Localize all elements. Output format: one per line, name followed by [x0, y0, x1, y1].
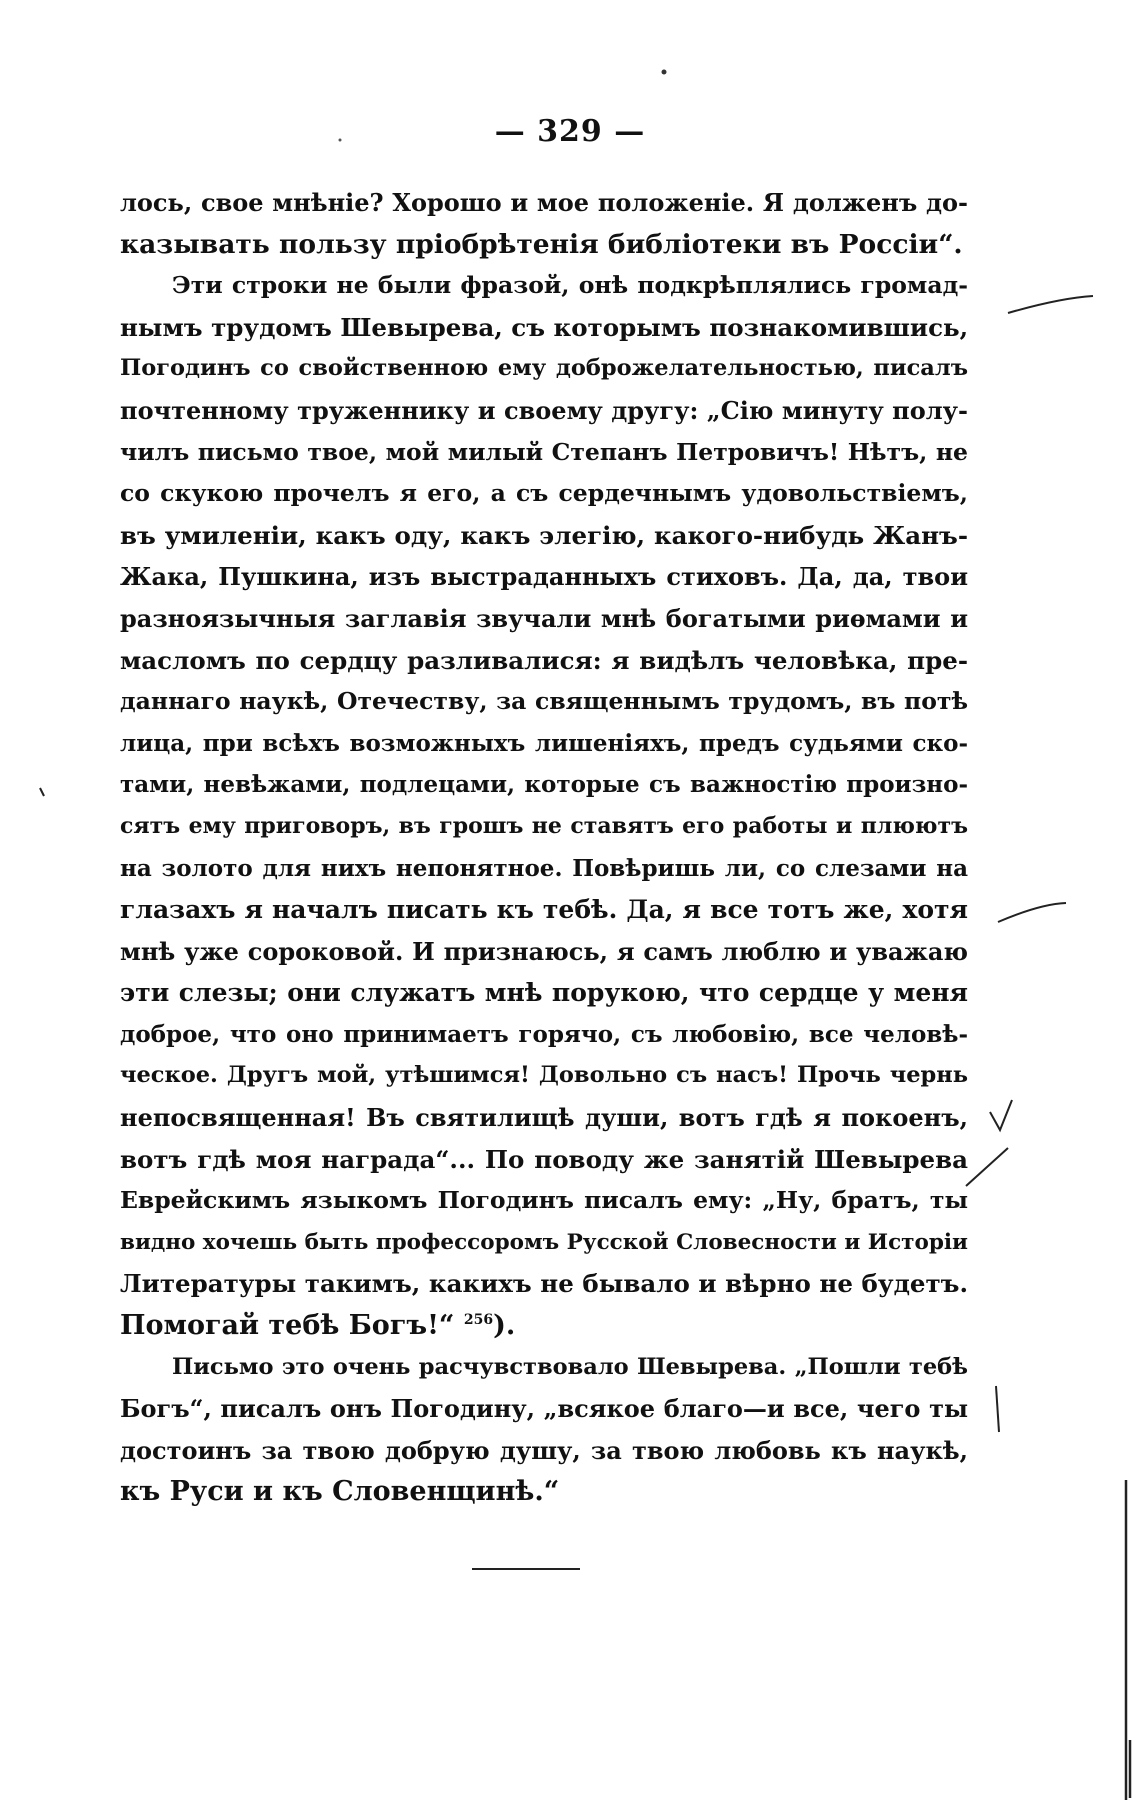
- margin-bar-mark: [996, 1386, 999, 1432]
- text-line: масломъ по сердцу разливалися: я видѣлъ человѣка, пре-: [120, 645, 968, 675]
- text-line: Письмо это очень расчувствовало Шевырева. „Пошли тебѣ: [172, 1353, 968, 1380]
- margin-tick-mark: [40, 788, 44, 796]
- text-line: почтенному труженнику и своему другу: „Сію минуту полу-: [120, 395, 968, 425]
- text-line: эти слезы; они служатъ мнѣ порукою, что сердце у меня: [120, 978, 968, 1008]
- text-line: казывать пользу пріобрѣтенія библіотеки въ Россіи“.: [120, 228, 963, 260]
- margin-line-mark: [1008, 296, 1093, 313]
- text-line: со скукою прочелъ я его, а съ сердечнымъ удовольствіемъ,: [120, 479, 968, 508]
- text-line: Помогай тебѣ Богъ!“: [120, 1310, 455, 1342]
- text-line: доброе, что оно принимаетъ горячо, съ любовію, все человѣ-: [120, 1020, 968, 1048]
- text-line: непосвященная! Въ святилищѣ души, вотъ гдѣ я покоенъ,: [120, 1103, 968, 1133]
- body-text: [120, 182, 968, 1513]
- text-line: сятъ ему приговоръ, въ грошъ не ставятъ его работы и плюютъ: [120, 812, 968, 839]
- text-line: нымъ трудомъ Шевырева, съ которымъ познакомившись,: [120, 312, 969, 342]
- text-line: на золото для нихъ непонятное. Повѣришь ли, со слезами на: [120, 854, 968, 882]
- text-line: Литературы такимъ, какихъ не бывало и вѣрно не будетъ.: [120, 1269, 968, 1299]
- text-line: достоинъ за твою добрую душу, за твою любовь къ наукѣ,: [120, 1435, 968, 1465]
- text-line: глазахъ я началъ писать къ тебѣ. Да, я все тотъ же, хотя: [120, 895, 968, 925]
- footnote-ref: 256: [463, 1312, 494, 1329]
- text-line: Эти строки не были фразой, онѣ подкрѣплялись громад-: [172, 271, 968, 300]
- text-line: ческое. Другъ мой, утѣшимся! Довольно съ насъ! Прочь чернь: [120, 1062, 968, 1089]
- page-number: — 329 —: [494, 114, 646, 149]
- text-line: тами, невѣжами, подлецами, которые съ важностію произно-: [120, 771, 968, 799]
- margin-line-mark: [998, 903, 1066, 922]
- text-line: къ Руси и къ Словенщинѣ.“: [120, 1476, 560, 1508]
- end-rule: [472, 1568, 580, 1570]
- text-line: вотъ гдѣ моя награда“... По поводу же занятій Шевырева: [120, 1144, 968, 1174]
- text-line: Жака, Пушкина, изъ выстраданныхъ стиховъ. Да, да, твои: [120, 562, 968, 592]
- text-line: разноязычныя заглавія звучали мнѣ богатыми риѳмами и: [120, 603, 968, 633]
- text-line: мнѣ уже сороковой. И признаюсь, я самъ люблю и уважаю: [120, 936, 968, 966]
- text-line: видно хочешь быть профессоромъ Русской Словесности и Исторіи: [120, 1229, 968, 1255]
- text-line: даннаго наукѣ, Отечеству, за священнымъ трудомъ, въ потѣ: [120, 687, 968, 716]
- text-line: лось, свое мнѣніе? Хорошо и мое положеніе. Я долженъ до-: [120, 188, 968, 217]
- dot-mark: [662, 70, 667, 75]
- text-line: Богъ“, писалъ онъ Погодину, „всякое благо—и все, чего ты: [120, 1394, 968, 1424]
- text-line: Еврейскимъ языкомъ Погодинъ писалъ ему: „Ну, братъ, ты: [120, 1186, 968, 1215]
- text-line-with-footnote: [120, 1305, 968, 1347]
- text-line: Погодинъ со свойственною ему доброжелательностью, писалъ: [120, 355, 968, 382]
- text-line: лица, при всѣхъ возможныхъ лишеніяхъ, предъ судьями ско-: [120, 729, 968, 757]
- text-line: въ умиленіи, какъ оду, какъ элегію, какого-нибудь Жанъ-: [120, 520, 968, 550]
- check-mark: [966, 1100, 1012, 1186]
- footnote-close: ).: [493, 1310, 516, 1342]
- text-line: чилъ письмо твое, мой милый Степанъ Петровичъ! Нѣтъ, не: [120, 437, 968, 466]
